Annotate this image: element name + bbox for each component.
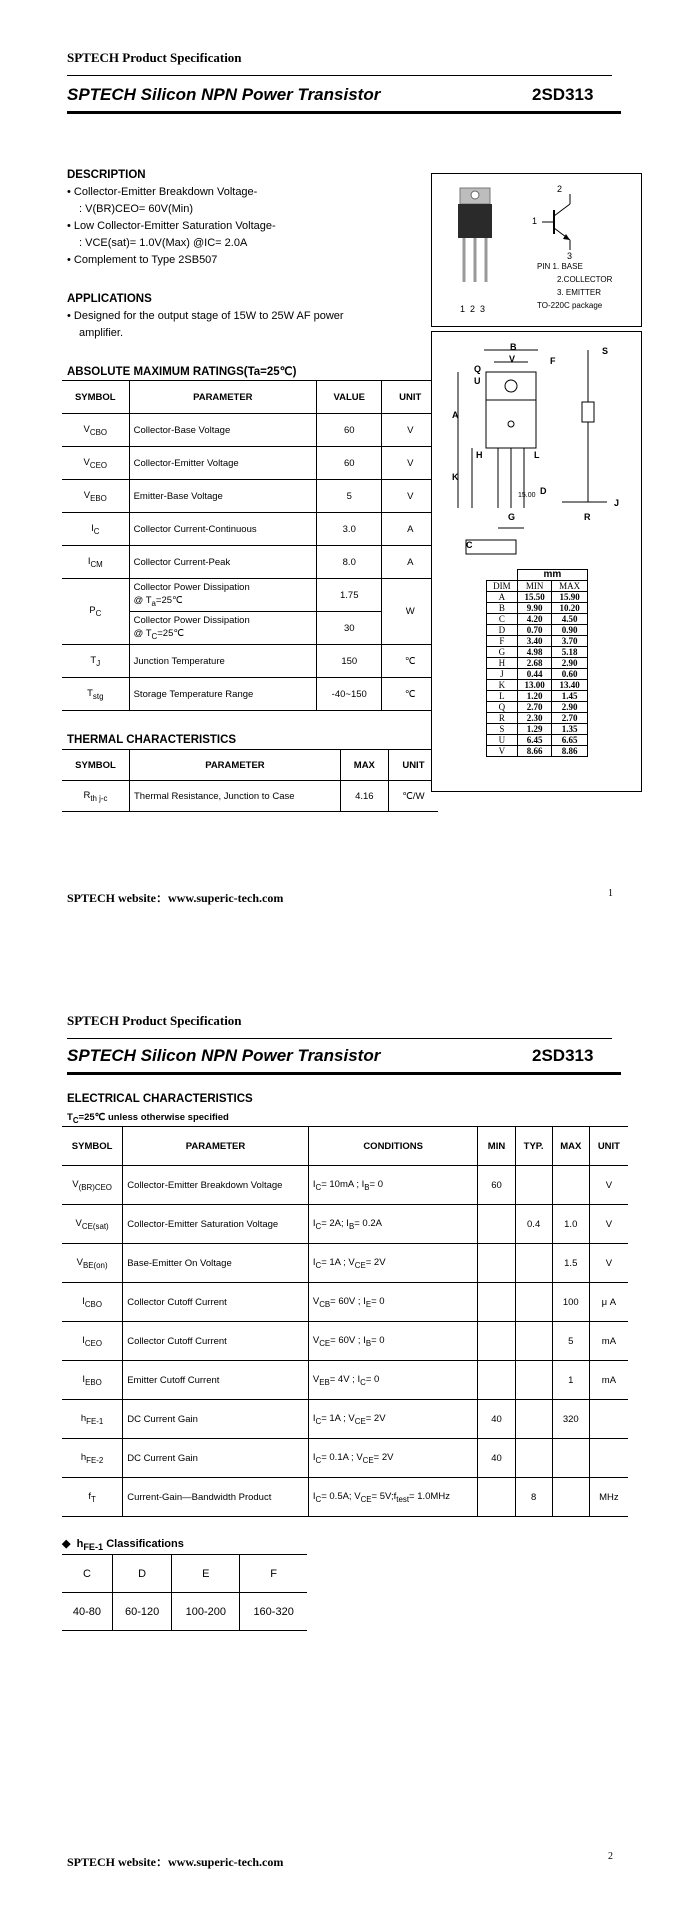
min-cell: 3.40: [517, 636, 552, 647]
parameter-cell: Base-Emitter On Voltage: [123, 1244, 309, 1283]
typ-cell: 8: [515, 1478, 552, 1517]
dim-label: B: [510, 342, 517, 352]
description-heading: DESCRIPTION: [67, 169, 146, 181]
max-cell: 3.70: [552, 636, 588, 647]
thermal-heading: THERMAL CHARACTERISTICS: [67, 734, 237, 746]
symbol-cell: $h_{FE-1}$: [62, 1400, 123, 1439]
min-cell: 2.30: [517, 713, 552, 724]
dim-label: 15.00: [518, 492, 536, 499]
parameter-cell: Junction Temperature: [129, 645, 316, 678]
col-value: VALUE: [317, 381, 382, 414]
pin-labels: PIN 1. BASE 2.COLLECTOR 3. EMITTER TO-220C package: [537, 262, 613, 310]
dim-cell: U: [487, 735, 518, 746]
symbol-cell: $I_C$: [62, 513, 129, 546]
min-cell: 0.70: [517, 625, 552, 636]
dim-label: G: [508, 512, 516, 522]
table-row: [62, 513, 438, 546]
thermal-table: [62, 749, 438, 812]
col-min: MIN: [478, 1127, 515, 1166]
max-cell: 1.35: [552, 724, 588, 735]
classification-heading: ◆ $h_{FE-1}$ Classifications: [62, 1538, 184, 1553]
min-cell: [478, 1361, 515, 1400]
electrical-subheading: $T_C=25℃$ unless otherwise specified: [67, 1112, 229, 1125]
max-cell: 10.20: [552, 603, 588, 614]
parameter-cell: Collector-Emitter Saturation Voltage: [123, 1205, 309, 1244]
table-row: [487, 614, 588, 625]
value-cell: 30: [317, 612, 382, 645]
symbol-cell: $V_{BE(on)}$: [62, 1244, 123, 1283]
min-cell: 4.20: [517, 614, 552, 625]
symbol-cell: $I_{CEO}$: [62, 1322, 123, 1361]
min-header: MIN: [517, 581, 552, 592]
class-header: D: [112, 1555, 171, 1593]
unit-cell: V: [382, 414, 438, 447]
max-cell: 4.16: [340, 781, 388, 812]
value-cell: 60: [317, 414, 382, 447]
dim-label: K: [452, 472, 459, 482]
unit-cell: V: [589, 1166, 628, 1205]
table-row: [62, 579, 438, 612]
parameter-cell: Collector Current-Peak: [129, 546, 316, 579]
unit-cell: V: [589, 1244, 628, 1283]
page2-header-rule: [67, 1038, 612, 1039]
col-max: MAX: [552, 1127, 589, 1166]
page2-brand: SPTECH Product Specification: [67, 1013, 242, 1028]
page1-number: 1: [608, 888, 613, 899]
parameter-cell: Storage Temperature Range: [129, 678, 316, 711]
parameter-cell: Emitter-Base Voltage: [129, 480, 316, 513]
page1-header-rule: [67, 75, 612, 76]
value-cell: 5: [317, 480, 382, 513]
col-parameter: PARAMETER: [130, 750, 341, 781]
unit-cell: ℃: [382, 678, 438, 711]
table-row: [62, 1322, 628, 1361]
conditions-cell: $I_C= 0.5A$; $V_{CE}=$ $5V;f_{test}= 1.0MHz$: [308, 1478, 478, 1517]
min-cell: 1.20: [517, 691, 552, 702]
node-2-label: 2: [557, 184, 563, 194]
symbol-cell: $V_{CEO}$: [62, 447, 129, 480]
table-row: [487, 592, 588, 603]
max-cell: 2.90: [552, 702, 588, 713]
dim-label: S: [602, 346, 609, 356]
unit-cell: W: [382, 579, 438, 645]
dim-cell: G: [487, 647, 518, 658]
unit-cell: MHz: [589, 1478, 628, 1517]
node-1-label: 1: [532, 216, 538, 226]
typ-cell: [515, 1322, 552, 1361]
class-header: E: [172, 1555, 240, 1593]
max-cell: 320: [552, 1400, 589, 1439]
max-cell: 8.86: [552, 746, 588, 757]
page2-footer: SPTECH website：www.superic-tech.com: [67, 1855, 284, 1869]
max-cell: 1.45: [552, 691, 588, 702]
dim-label: C: [466, 540, 473, 550]
parameter-cell: DC Current Gain: [123, 1439, 309, 1478]
min-cell: 2.70: [517, 702, 552, 713]
unit-cell: μ A: [589, 1283, 628, 1322]
parameter-cell: Collector Current-Continuous: [129, 513, 316, 546]
table-row: [487, 647, 588, 658]
page1-part-number: 2SD313: [532, 85, 594, 104]
max-cell: 2.70: [552, 713, 588, 724]
dim-cell: C: [487, 614, 518, 625]
col-unit: UNIT: [388, 750, 438, 781]
class-value: 100-200: [172, 1593, 240, 1631]
symbol-cell: $P_C$: [62, 579, 129, 645]
typ-cell: [515, 1283, 552, 1322]
unit-cell: A: [382, 546, 438, 579]
unit-cell: mA: [589, 1361, 628, 1400]
unit-cell: [589, 1439, 628, 1478]
table-row: [62, 1166, 628, 1205]
max-cell: [552, 1166, 589, 1205]
table-row: [62, 1205, 628, 1244]
dim-label: L: [534, 450, 540, 460]
dim-cell: V: [487, 746, 518, 757]
symbol-cell: $I_{CBO}$: [62, 1283, 123, 1322]
col-parameter: PARAMETER: [129, 381, 316, 414]
parameter-cell: Thermal Resistance, Junction to Case: [130, 781, 341, 812]
symbol-cell: $V_{CE(sat)}$: [62, 1205, 123, 1244]
node-3-label: 3: [567, 251, 573, 261]
max-cell: 0.90: [552, 625, 588, 636]
max-cell: 1.5: [552, 1244, 589, 1283]
min-cell: 9.90: [517, 603, 552, 614]
conditions-cell: $V_{EB}= 4V$ ; $I_C= 0$: [308, 1361, 478, 1400]
classification-table: [62, 1554, 307, 1631]
outline-drawing: [432, 332, 641, 557]
min-cell: 8.66: [517, 746, 552, 757]
table-row: [487, 702, 588, 713]
conditions-cell: $I_C= 1A$ ; $V_{CE}= 2V$: [308, 1244, 478, 1283]
conditions-cell: $V_{CE}= 60V$ ; $I_B= 0$: [308, 1322, 478, 1361]
typ-cell: [515, 1439, 552, 1478]
class-header: C: [62, 1555, 112, 1593]
dim-label: U: [474, 376, 481, 386]
description-item: : VCE(sat)= 1.0V(Max) @IC= 2.0A: [79, 237, 248, 249]
description-item: • Collector-Emitter Breakdown Voltage-: [67, 186, 258, 198]
parameter-cell: Collector-Base Voltage: [129, 414, 316, 447]
table-row: [62, 781, 438, 812]
value-cell: 150: [317, 645, 382, 678]
parameter-cell: Collector Cutoff Current: [123, 1322, 309, 1361]
parameter-cell: Collector Power Dissipation @ $T_a=25℃$: [129, 579, 316, 612]
parameter-cell: Emitter Cutoff Current: [123, 1361, 309, 1400]
table-row: [62, 1439, 628, 1478]
symbol-cell: $I_{CM}$: [62, 546, 129, 579]
abs-max-table: [62, 380, 438, 711]
dim-cell: A: [487, 592, 518, 603]
table-row: [62, 1361, 628, 1400]
typ-cell: [515, 1244, 552, 1283]
symbol-cell: $f_T$: [62, 1478, 123, 1517]
dim-cell: J: [487, 669, 518, 680]
dim-cell: B: [487, 603, 518, 614]
dim-label: V: [509, 354, 516, 364]
max-cell: 4.50: [552, 614, 588, 625]
table-row: [62, 1244, 628, 1283]
page2-title-rule: [67, 1072, 621, 1075]
col-parameter: PARAMETER: [123, 1127, 309, 1166]
max-cell: 13.40: [552, 680, 588, 691]
typ-cell: 0.4: [515, 1205, 552, 1244]
dim-cell: F: [487, 636, 518, 647]
unit-cell: ℃: [382, 645, 438, 678]
table-header-row: [62, 750, 438, 781]
abs-max-heading: ABSOLUTE MAXIMUM RATINGS(Ta=25℃): [67, 366, 297, 378]
min-cell: 13.00: [517, 680, 552, 691]
table-header-row: [62, 1555, 307, 1593]
conditions-cell: $V_{CB}= 60V$ ; $I_E= 0$: [308, 1283, 478, 1322]
table-row: [487, 669, 588, 680]
dim-label: A: [452, 410, 459, 420]
page1-title-rule: [67, 111, 621, 114]
unit-cell: V: [382, 480, 438, 513]
table-row: [62, 414, 438, 447]
dim-label: R: [584, 512, 591, 522]
table-row: [62, 1478, 628, 1517]
col-unit: UNIT: [589, 1127, 628, 1166]
dim-cell: K: [487, 680, 518, 691]
description-list: [67, 184, 427, 269]
dim-label: H: [476, 450, 483, 460]
max-cell: 6.65: [552, 735, 588, 746]
page1-brand: SPTECH Product Specification: [67, 50, 242, 65]
parameter-cell: Collector Power Dissipation @ $T_C=25℃$: [129, 612, 316, 645]
min-cell: [478, 1478, 515, 1517]
table-row: [62, 1400, 628, 1439]
min-cell: 40: [478, 1439, 515, 1478]
applications-item: amplifier.: [79, 327, 124, 339]
table-row: [487, 691, 588, 702]
table-row: [487, 713, 588, 724]
package-box: [431, 173, 642, 327]
max-cell: 5.18: [552, 647, 588, 658]
table-row: [62, 678, 438, 711]
min-cell: 15.50: [517, 592, 552, 603]
parameter-cell: Collector-Emitter Breakdown Voltage: [123, 1166, 309, 1205]
typ-cell: [515, 1361, 552, 1400]
col-unit: UNIT: [382, 381, 438, 414]
max-cell: 0.60: [552, 669, 588, 680]
symbol-cell: $R_{th j-c}$: [62, 781, 130, 812]
max-header: MAX: [552, 581, 588, 592]
symbol-cell: $V_{EBO}$: [62, 480, 129, 513]
dim-header: DIM: [487, 581, 518, 592]
min-cell: 6.45: [517, 735, 552, 746]
conditions-cell: $I_C= 0.1A$ ; $V_{CE}= 2V$: [308, 1439, 478, 1478]
max-cell: [552, 1478, 589, 1517]
col-max: MAX: [340, 750, 388, 781]
table-row: [487, 636, 588, 647]
parameter-cell: Collector Cutoff Current: [123, 1283, 309, 1322]
dim-label: D: [540, 486, 547, 496]
symbol-cell: $h_{FE-2}$: [62, 1439, 123, 1478]
table-row: [487, 658, 588, 669]
dim-label: Q: [474, 364, 482, 374]
description-item: : V(BR)CEO= 60V(Min): [79, 203, 193, 215]
table-row: [487, 735, 588, 746]
min-cell: 40: [478, 1400, 515, 1439]
table-row: [62, 480, 438, 513]
table-row: [487, 680, 588, 691]
conditions-cell: $I_C= 1A$ ; $V_{CE}= 2V$: [308, 1400, 478, 1439]
min-cell: [478, 1244, 515, 1283]
table-header-row: [62, 381, 438, 414]
dim-cell: Q: [487, 702, 518, 713]
class-value: 60-120: [112, 1593, 171, 1631]
unit-cell: [589, 1400, 628, 1439]
page2-title: SPTECH Silicon NPN Power Transistor: [67, 1046, 381, 1065]
min-cell: [478, 1205, 515, 1244]
col-conditions: CONDITIONS: [308, 1127, 478, 1166]
unit-cell: V: [382, 447, 438, 480]
max-cell: 1: [552, 1361, 589, 1400]
table-row: [487, 724, 588, 735]
min-cell: 4.98: [517, 647, 552, 658]
table-row: [62, 645, 438, 678]
value-cell: 60: [317, 447, 382, 480]
min-cell: [478, 1283, 515, 1322]
table-row: [487, 603, 588, 614]
min-cell: 0.44: [517, 669, 552, 680]
conditions-cell: $I_C= 2A$; $I_B= 0.2A$: [308, 1205, 478, 1244]
dim-cell: S: [487, 724, 518, 735]
min-cell: 1.29: [517, 724, 552, 735]
electrical-table: [62, 1126, 628, 1517]
symbol-cell: $V_{(BR)CEO}$: [62, 1166, 123, 1205]
table-header-row: [62, 1127, 628, 1166]
unit-cell: ℃/W: [388, 781, 438, 812]
max-cell: 15.90: [552, 592, 588, 603]
dim-cell: R: [487, 713, 518, 724]
page2-number: 2: [608, 1851, 613, 1862]
table-row: [62, 1593, 307, 1631]
col-typ: TYP.: [515, 1127, 552, 1166]
col-symbol: SYMBOL: [62, 1127, 123, 1166]
value-cell: -40~150: [317, 678, 382, 711]
applications-heading: APPLICATIONS: [67, 293, 152, 305]
symbol-cell: $V_{CBO}$: [62, 414, 129, 447]
max-cell: [552, 1439, 589, 1478]
table-row: [487, 746, 588, 757]
description-item: • Complement to Type 2SB507: [67, 254, 218, 266]
max-cell: 2.90: [552, 658, 588, 669]
conditions-cell: $I_C= 10mA$ ; $I_B= 0$: [308, 1166, 478, 1205]
min-cell: 2.68: [517, 658, 552, 669]
page1-title: SPTECH Silicon NPN Power Transistor: [67, 85, 381, 104]
unit-cell: A: [382, 513, 438, 546]
parameter-cell: Collector-Emitter Voltage: [129, 447, 316, 480]
table-row: [62, 1283, 628, 1322]
symbol-cell: $T_J$: [62, 645, 129, 678]
page2-part-number: 2SD313: [532, 1046, 594, 1065]
parameter-cell: Current-Gain—Bandwidth Product: [123, 1478, 309, 1517]
max-cell: 5: [552, 1322, 589, 1361]
electrical-heading: ELECTRICAL CHARACTERISTICS: [67, 1093, 253, 1105]
dim-label: F: [550, 356, 556, 366]
table-header-row: [487, 570, 588, 581]
class-header: F: [240, 1555, 307, 1593]
max-cell: 1.0: [552, 1205, 589, 1244]
unit-cell: V: [589, 1205, 628, 1244]
unit-cell: mA: [589, 1322, 628, 1361]
value-cell: 3.0: [317, 513, 382, 546]
dim-cell: H: [487, 658, 518, 669]
symbol-cell: $I_{EBO}$: [62, 1361, 123, 1400]
dim-label: J: [614, 498, 620, 508]
min-cell: [478, 1322, 515, 1361]
dimension-drawing-box: [431, 331, 642, 792]
symbol-cell: $T_{stg}$: [62, 678, 129, 711]
col-symbol: SYMBOL: [62, 381, 129, 414]
col-symbol: SYMBOL: [62, 750, 130, 781]
max-cell: 100: [552, 1283, 589, 1322]
diamond-icon: ◆: [62, 1538, 71, 1550]
min-cell: 60: [478, 1166, 515, 1205]
value-cell: 1.75: [317, 579, 382, 612]
class-value: 160-320: [240, 1593, 307, 1631]
table-header-row: [487, 581, 588, 592]
applications-item: • Designed for the output stage of 15W to 25W AF power: [67, 310, 344, 322]
dimension-table: [486, 569, 588, 757]
table-row: [487, 625, 588, 636]
value-cell: 8.0: [317, 546, 382, 579]
dim-cell: D: [487, 625, 518, 636]
unit-header: mm: [517, 570, 587, 581]
typ-cell: [515, 1400, 552, 1439]
applications-list: [67, 308, 427, 342]
pin-numbers: 1 2 3: [460, 304, 486, 314]
typ-cell: [515, 1166, 552, 1205]
page1-footer: SPTECH website：www.superic-tech.com: [67, 891, 284, 905]
dim-cell: L: [487, 691, 518, 702]
table-row: [62, 546, 438, 579]
class-value: 40-80: [62, 1593, 112, 1631]
table-row: [62, 447, 438, 480]
parameter-cell: DC Current Gain: [123, 1400, 309, 1439]
description-item: • Low Collector-Emitter Saturation Voltage-: [67, 220, 276, 232]
